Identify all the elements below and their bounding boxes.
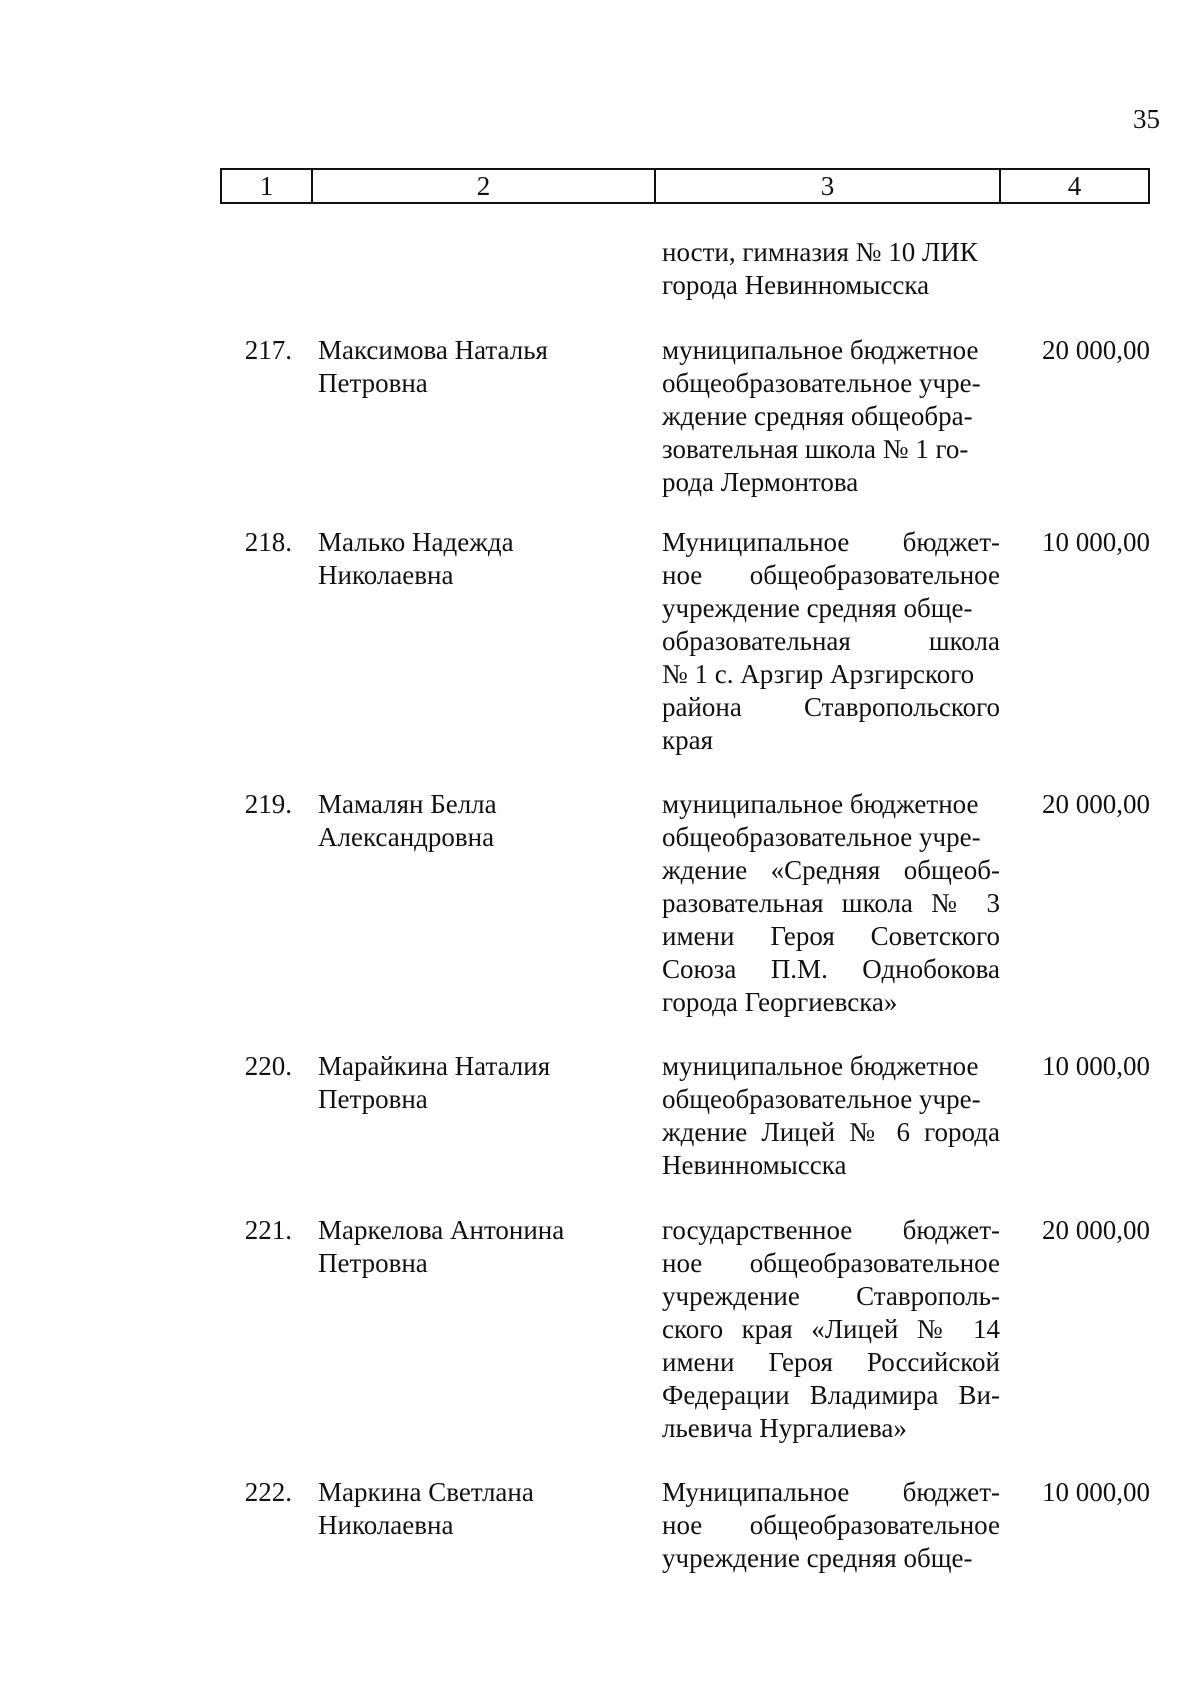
institution-line: ждение средняя общеобра- (662, 401, 973, 431)
institution-line: ное общеобразовательное (662, 1510, 1000, 1540)
row-number: 222. (244, 1477, 292, 1507)
name-line: Малько Надежда (318, 527, 514, 557)
institution (662, 1476, 1000, 1575)
institution (662, 1214, 1000, 1445)
page-number: 35 (1133, 104, 1160, 134)
institution-line: образовательная школа (662, 626, 1000, 656)
institution-line: Союза П.М. Однобокова (662, 954, 1000, 984)
institution-line: учреждение средняя обще- (662, 593, 973, 623)
institution-line: Муниципальное бюджет- (662, 1477, 1000, 1507)
institution-line: Муниципальное бюджет- (662, 527, 1000, 557)
recipient-name (318, 788, 648, 854)
institution-line: ждение «Средняя общеоб- (662, 855, 1000, 885)
institution (662, 1050, 1000, 1182)
institution-line: учреждение Ставрополь- (662, 1281, 1000, 1311)
amount: 10 000,00 (1042, 1051, 1150, 1081)
row-number: 217. (244, 335, 292, 365)
row-number: 221. (244, 1215, 292, 1245)
name-line: Марайкина Наталия (318, 1051, 551, 1081)
institution (662, 788, 1000, 1019)
institution-line: муниципальное бюджетное (662, 789, 979, 819)
institution-line: муниципальное бюджетное (662, 335, 979, 365)
row-number: 220. (244, 1051, 292, 1081)
amount: 10 000,00 (1042, 1477, 1150, 1507)
continuation-line: города Невинномысска (662, 270, 930, 300)
name-line: Мамалян Белла (318, 789, 497, 819)
institution-line: рода Лермонтова (662, 467, 859, 497)
institution-line: имени Героя Советского (662, 921, 1000, 951)
column-header-2: 2 (312, 169, 655, 203)
row-number: 219. (244, 789, 292, 819)
recipient-name (318, 1214, 648, 1280)
name-line: Петровна (318, 1084, 428, 1114)
institution-line: зовательная школа № 1 го- (662, 434, 969, 464)
amount: 20 000,00 (1042, 335, 1150, 365)
name-line: Петровна (318, 368, 428, 398)
institution (662, 526, 1000, 757)
institution-line: № 1 с. Арзгир Арзгирского (662, 659, 975, 689)
institution-line: муниципальное бюджетное (662, 1051, 979, 1081)
institution-line: общеобразовательное учре- (662, 1084, 981, 1114)
continuation-text (662, 236, 1000, 302)
recipient-name (318, 1050, 648, 1116)
institution-line: Невинномысска (662, 1150, 847, 1180)
row-number: 218. (244, 527, 292, 557)
column-header-4: 4 (1000, 169, 1149, 203)
institution-line: общеобразовательное учре- (662, 822, 981, 852)
name-line: Александровна (318, 822, 495, 852)
institution-line: ное общеобразовательное (662, 560, 1000, 590)
institution-line: имени Героя Российской (662, 1347, 1000, 1377)
institution-line: города Георгиевска» (662, 987, 898, 1017)
institution-line: льевича Нургалиева» (662, 1413, 907, 1443)
institution-line: Федерации Владимира Ви- (662, 1380, 1000, 1410)
name-line: Николаевна (318, 1510, 454, 1540)
amount: 20 000,00 (1042, 1215, 1150, 1245)
institution-line: государственное бюджет- (662, 1215, 1000, 1245)
name-line: Петровна (318, 1248, 428, 1278)
column-header-1: 1 (221, 169, 312, 203)
column-header-row (221, 169, 1149, 203)
recipient-name (318, 526, 648, 592)
recipient-name (318, 334, 648, 400)
institution-line: района Ставропольского (662, 692, 1000, 722)
institution-line: ждение Лицей № 6 города (662, 1117, 1000, 1147)
column-header-3: 3 (655, 169, 1000, 203)
institution (662, 334, 1000, 499)
recipient-name (318, 1476, 648, 1542)
institution-line: общеобразовательное учре- (662, 368, 981, 398)
institution-line: разовательная школа № 3 (662, 888, 1000, 918)
name-line: Николаевна (318, 560, 454, 590)
amount: 10 000,00 (1042, 527, 1150, 557)
institution-line: края (662, 725, 714, 755)
institution-line: ное общеобразовательное (662, 1248, 1000, 1278)
continuation-line: ности, гимназия № 10 ЛИК (662, 237, 978, 267)
column-header-table (220, 168, 1150, 204)
name-line: Маркина Светлана (318, 1477, 534, 1507)
institution-line: учреждение средняя обще- (662, 1543, 973, 1573)
institution-line: ского края «Лицей № 14 (662, 1314, 1000, 1344)
amount: 20 000,00 (1042, 789, 1150, 819)
name-line: Максимова Наталья (318, 335, 548, 365)
name-line: Маркелова Антонина (318, 1215, 565, 1245)
